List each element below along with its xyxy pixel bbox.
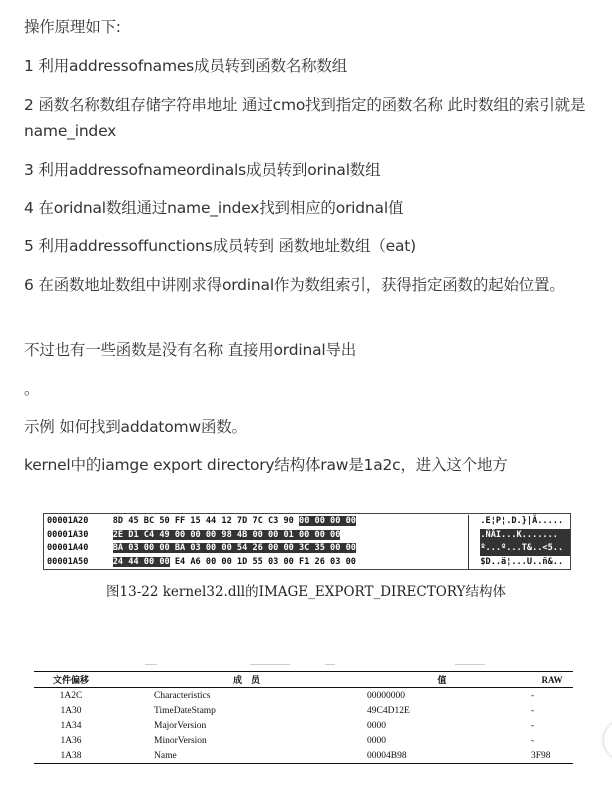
paragraph-3: 3 利用addressofnameordinals成员转到orinal数组 (24, 161, 381, 179)
cell-offset: 1A30 (60, 705, 82, 716)
hex-row-3 (47, 556, 570, 570)
export-directory-table (34, 671, 573, 764)
table-row (34, 718, 573, 733)
hex-ascii: $D..ä¦...U..ñ&.. (480, 556, 564, 567)
header-offset: 文件偏移 (34, 672, 108, 688)
cell-offset: 1A34 (60, 720, 82, 731)
table-row (34, 733, 573, 748)
cell-raw: - (531, 705, 535, 716)
hex-address: 00001A20 (47, 516, 89, 526)
hex-address: 00001A40 (47, 543, 89, 553)
hex-address: 00001A30 (47, 529, 89, 540)
table-row (34, 688, 573, 704)
hex-bytes: 24 44 00 00 E4 A6 00 00 1D 55 03 00 F1 26 03 00 (112, 556, 356, 567)
cell-offset: 1A36 (60, 735, 82, 746)
hex-highlight: 24 44 00 00 (112, 556, 170, 567)
hex-row-0 (47, 515, 570, 529)
header-raw: RAW (517, 672, 573, 688)
cell-offset: 1A38 (34, 748, 108, 764)
hex-ascii: º...º...T&..<5.. (480, 542, 570, 556)
cell-member: MajorVersion (154, 720, 207, 731)
hex-ascii: .ÑÄI...K....... (480, 529, 570, 543)
header-member: 成 员 (108, 672, 339, 688)
cell-member: TimeDateStamp (154, 705, 216, 716)
paragraph-8: 。 (24, 380, 40, 398)
paragraph-5: 5 利用addressoffunctions成员转到 函数地址数组（eat) (24, 237, 417, 255)
paragraph-10: kernel中的iamge export directory结构体raw是1a2c，进入这个地方 (24, 456, 508, 474)
hex-highlight: 2E D1 C4 49 00 00 00 98 4B 00 00 01 00 00 00 (112, 529, 341, 540)
hex-row-1 (47, 529, 570, 543)
floating-action-button[interactable] (604, 720, 612, 760)
cell-member: MinorVersion (154, 735, 207, 746)
cell-raw: - (531, 690, 535, 701)
cell-value: 49C4D12E (367, 705, 410, 716)
paragraph-7: 不过也有一些函数是没有名称 直接用ordinal导出 (24, 341, 357, 359)
cell-value: 0000 (367, 735, 386, 746)
hex-highlight: BA 03 00 00 BA 03 00 00 54 26 00 00 3C 35 00 00 (112, 543, 356, 553)
header-value: 值 (339, 672, 517, 688)
paragraph-1: 1 利用addressofnames成员转到函数名称数组 (24, 57, 348, 75)
cell-raw: 3F98 (517, 748, 573, 764)
cell-value: 0000 (367, 720, 386, 731)
hex-address: 00001A50 (47, 556, 89, 567)
table-row (34, 703, 573, 718)
paragraph-9: 示例 如何找到addatomw函数。 (24, 418, 247, 436)
paragraph-6: 6 在函数地址数组中讲刚求得ordinal作为数组索引，获得指定函数的起始位置。 (24, 276, 565, 294)
hex-ascii: .E¦P¦.D.}|Ã..... (480, 516, 564, 526)
hex-bytes: 8D 45 BC 50 FF 15 44 12 7D 7C C3 90 00 00 00 00 (112, 516, 356, 526)
cell-offset: 1A2C (59, 690, 83, 701)
hex-highlight: 00 00 00 00 (299, 516, 356, 526)
cell-value: 00004B98 (339, 748, 517, 764)
paragraph-0: 操作原理如下: (24, 18, 121, 36)
hex-bytes (113, 529, 469, 543)
hex-dump-figure (43, 513, 571, 570)
hex-bytes (113, 542, 469, 556)
cell-value: 00000000 (367, 690, 405, 701)
paragraph-2: 2 函数名称数组存储字符串地址 通过cmo找到指定的函数名称 此时数组的索引就是name_index (24, 96, 586, 140)
cell-raw: - (531, 720, 535, 731)
cell-member: Characteristics (154, 690, 211, 701)
cell-member: Name (108, 748, 339, 764)
paragraph-4: 4 在oridnal数组通过name_index找到相应的oridnal值 (24, 199, 404, 217)
figure-caption: 图13-22 kernel32.dll的IMAGE_EXPORT_DIRECTORY结构体 (106, 584, 506, 600)
hex-row-2 (47, 542, 570, 556)
table-header-row (34, 672, 573, 688)
table-row (34, 748, 573, 764)
cell-raw: - (531, 735, 535, 746)
